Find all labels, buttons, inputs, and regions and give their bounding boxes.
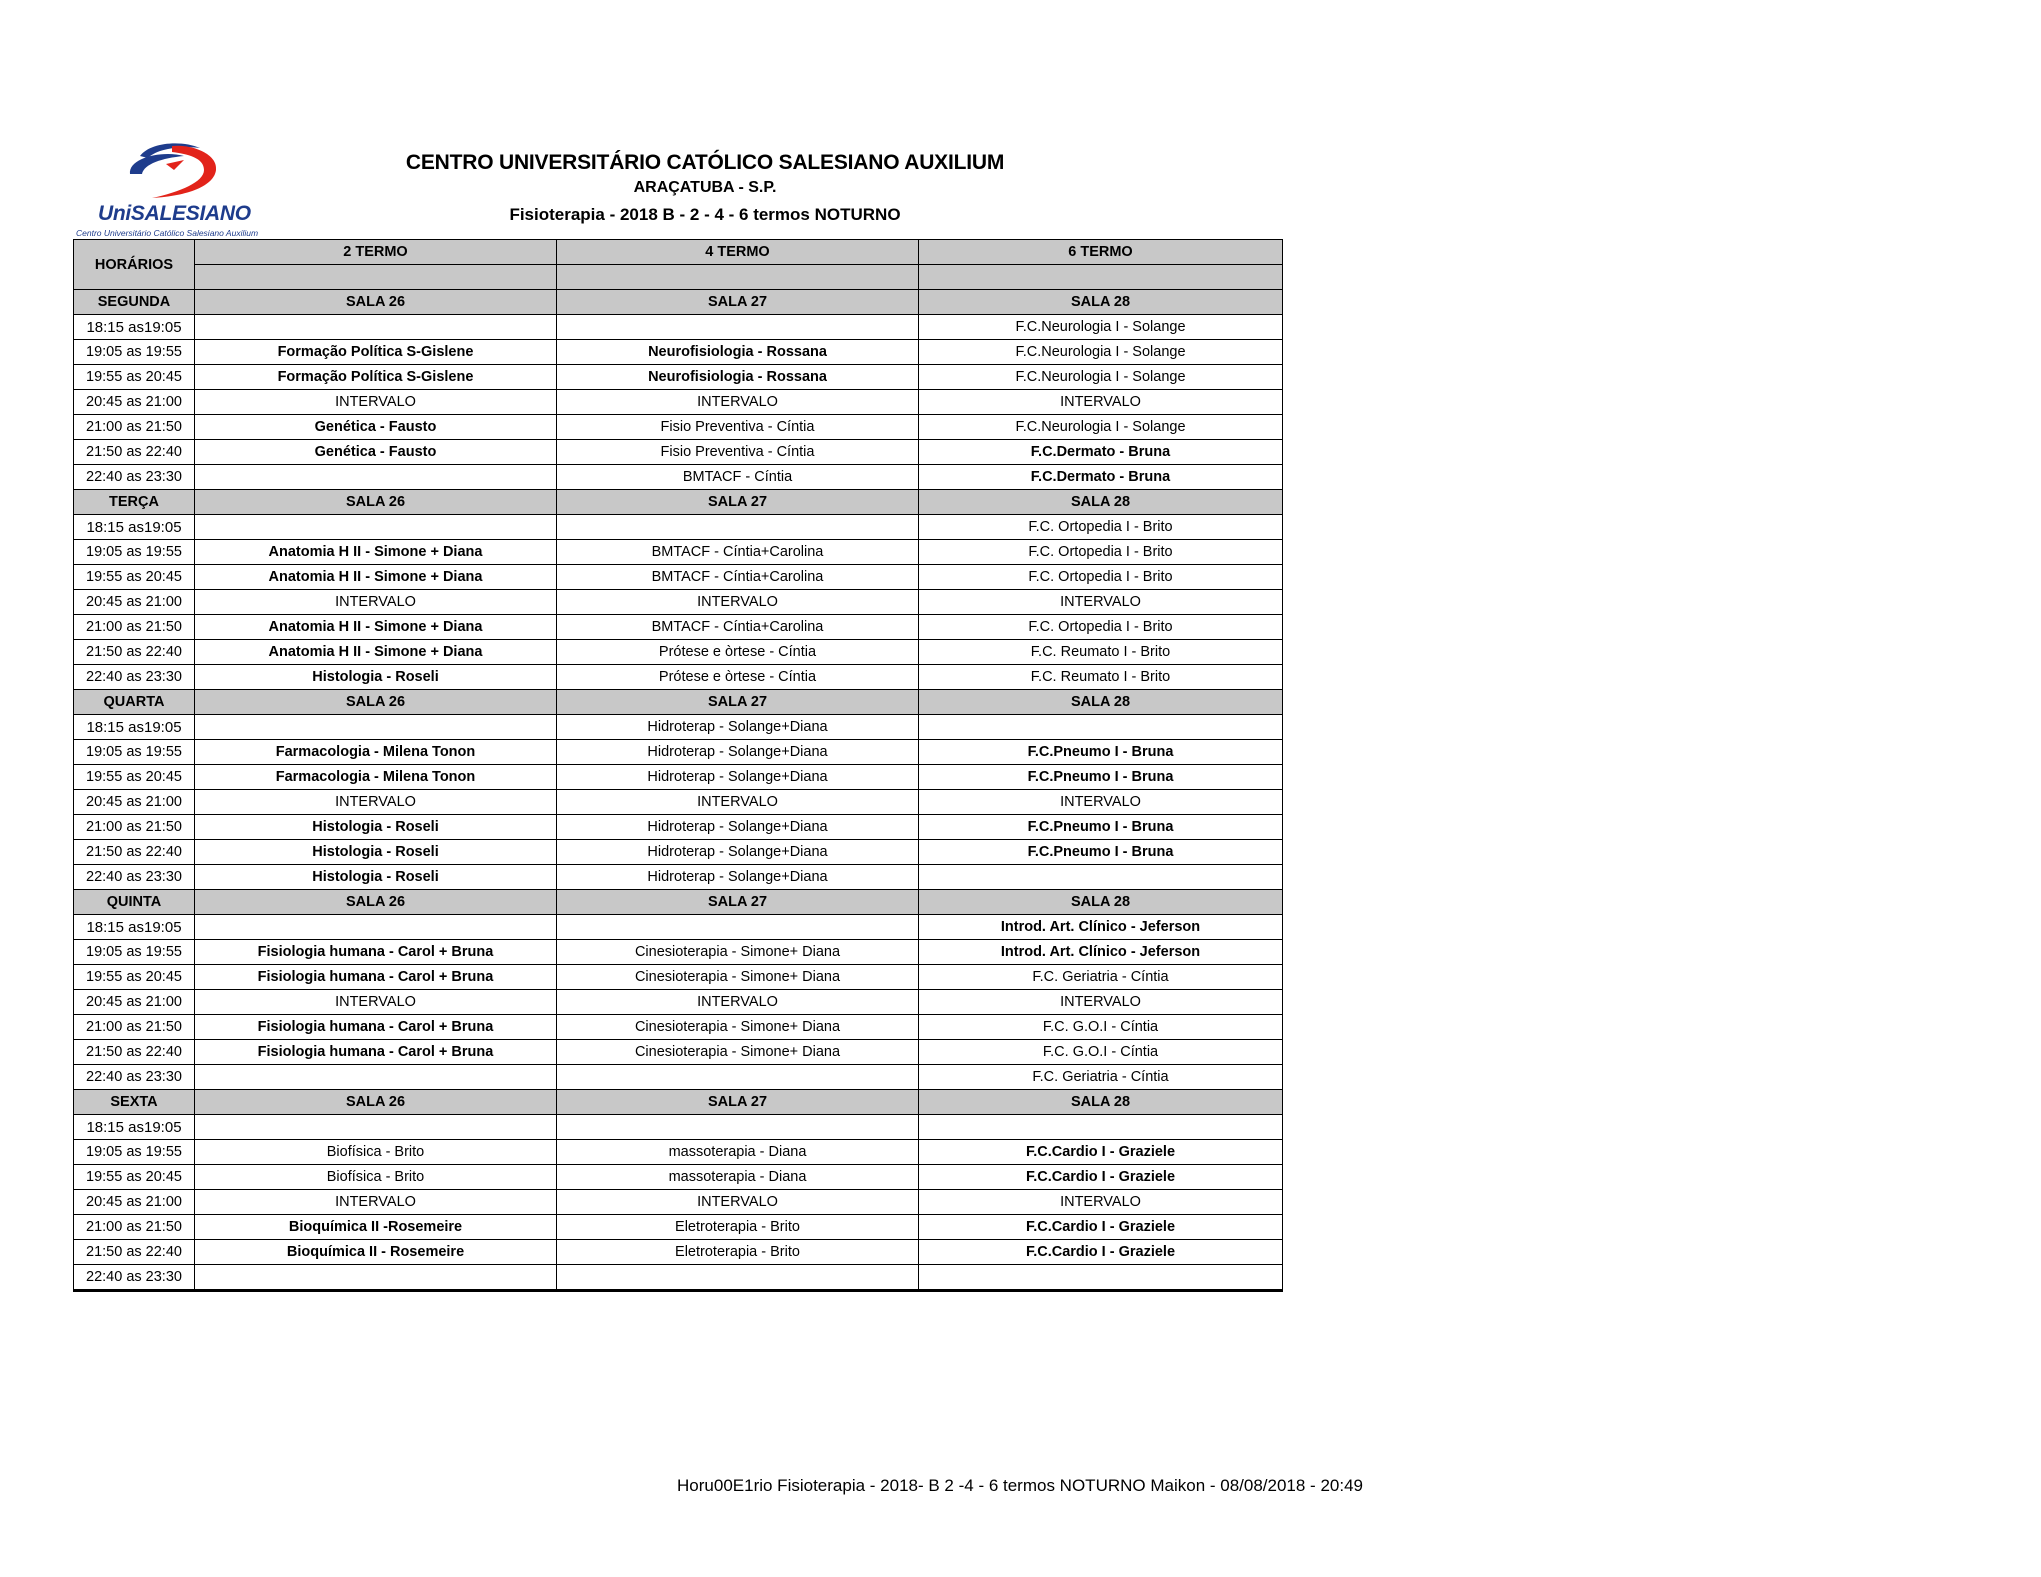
class-cell: F.C.Pneumo I - Bruna	[919, 765, 1283, 790]
interval-cell: INTERVALO	[557, 390, 919, 415]
class-cell: Biofísica - Brito	[195, 1165, 557, 1190]
room-label: SALA 28	[919, 690, 1283, 715]
class-cell: BMTACF - Cíntia+Carolina	[557, 615, 919, 640]
time-slot-row	[74, 840, 1283, 865]
time-slot: 18:15 as19:05	[74, 315, 195, 340]
term-subheader-row	[74, 265, 1283, 290]
class-cell	[195, 465, 557, 490]
course-line: Fisioterapia - 2018 B - 2 - 4 - 6 termos NOTURNO	[509, 205, 901, 224]
class-cell	[195, 1115, 557, 1140]
class-cell: F.C.Neurologia I - Solange	[919, 315, 1283, 340]
class-cell	[195, 715, 557, 740]
class-cell: Histologia - Roseli	[195, 815, 557, 840]
room-label: SALA 27	[557, 290, 919, 315]
class-cell: Cinesioterapia - Simone+ Diana	[557, 965, 919, 990]
time-slot: 18:15 as19:05	[74, 1115, 195, 1140]
class-cell	[557, 1115, 919, 1140]
time-slot: 21:00 as 21:50	[74, 815, 195, 840]
time-slot: 19:05 as 19:55	[74, 340, 195, 365]
time-slot: 20:45 as 21:00	[74, 790, 195, 815]
time-slot: 21:50 as 22:40	[74, 840, 195, 865]
class-cell	[195, 1065, 557, 1090]
room-label: SALA 26	[195, 290, 557, 315]
time-slot-row	[74, 765, 1283, 790]
day-header-row	[74, 690, 1283, 715]
class-cell: Anatomia H II - Simone + Diana	[195, 615, 557, 640]
class-cell	[557, 1065, 919, 1090]
class-cell: Hidroterap - Solange+Diana	[557, 740, 919, 765]
class-cell: Farmacologia - Milena Tonon	[195, 765, 557, 790]
class-cell: F.C.Cardio I - Graziele	[919, 1140, 1283, 1165]
class-cell: Hidroterap - Solange+Diana	[557, 715, 919, 740]
class-cell: Introd. Art. Clínico - Jeferson	[919, 915, 1283, 940]
day-name: SEGUNDA	[74, 290, 195, 315]
time-slot: 19:05 as 19:55	[74, 740, 195, 765]
interval-cell: INTERVALO	[557, 590, 919, 615]
time-slot: 21:00 as 21:50	[74, 1015, 195, 1040]
time-slot: 22:40 as 23:30	[74, 1065, 195, 1090]
interval-cell: INTERVALO	[557, 1190, 919, 1215]
class-cell: Eletroterapia - Brito	[557, 1240, 919, 1265]
time-slot: 21:00 as 21:50	[74, 415, 195, 440]
class-cell: Histologia - Roseli	[195, 865, 557, 890]
time-slot-row	[74, 615, 1283, 640]
day-name: SEXTA	[74, 1090, 195, 1115]
class-cell: Introd. Art. Clínico - Jeferson	[919, 940, 1283, 965]
time-slot: 21:50 as 22:40	[74, 440, 195, 465]
class-cell: Hidroterap - Solange+Diana	[557, 815, 919, 840]
time-slot-row	[74, 1265, 1283, 1291]
time-slot: 20:45 as 21:00	[74, 390, 195, 415]
class-cell: Cinesioterapia - Simone+ Diana	[557, 1015, 919, 1040]
class-cell	[557, 315, 919, 340]
time-slot-row	[74, 590, 1283, 615]
class-cell: Formação Política S-Gislene	[195, 340, 557, 365]
time-slot-row	[74, 665, 1283, 690]
time-slot: 22:40 as 23:30	[74, 665, 195, 690]
time-slot-row	[74, 1190, 1283, 1215]
class-cell: F.C.Pneumo I - Bruna	[919, 840, 1283, 865]
interval-cell: INTERVALO	[919, 390, 1283, 415]
time-slot: 21:50 as 22:40	[74, 1040, 195, 1065]
room-label: SALA 27	[557, 890, 919, 915]
class-cell: F.C.Dermato - Bruna	[919, 465, 1283, 490]
time-slot-row	[74, 915, 1283, 940]
class-cell	[919, 1265, 1283, 1291]
class-cell: Fisio Preventiva - Cíntia	[557, 440, 919, 465]
class-cell: F.C.Cardio I - Graziele	[919, 1165, 1283, 1190]
term-header-row	[74, 240, 1283, 265]
class-cell: Cinesioterapia - Simone+ Diana	[557, 1040, 919, 1065]
time-slot-row	[74, 565, 1283, 590]
time-slot: 19:55 as 20:45	[74, 565, 195, 590]
class-cell: massoterapia - Diana	[557, 1140, 919, 1165]
time-slot: 20:45 as 21:00	[74, 990, 195, 1015]
time-slot: 20:45 as 21:00	[74, 1190, 195, 1215]
class-cell: Eletroterapia - Brito	[557, 1215, 919, 1240]
class-cell	[919, 715, 1283, 740]
time-slot: 18:15 as19:05	[74, 515, 195, 540]
time-slot-row	[74, 1015, 1283, 1040]
time-slot-row	[74, 1165, 1283, 1190]
class-cell: massoterapia - Diana	[557, 1165, 919, 1190]
class-cell: Fisio Preventiva - Cíntia	[557, 415, 919, 440]
logo-mark-icon	[122, 140, 222, 202]
room-label: SALA 28	[919, 1090, 1283, 1115]
time-slot: 19:55 as 20:45	[74, 365, 195, 390]
day-name: TERÇA	[74, 490, 195, 515]
class-cell: Prótese e òrtese - Cíntia	[557, 640, 919, 665]
class-cell: Biofísica - Brito	[195, 1140, 557, 1165]
class-cell: Hidroterap - Solange+Diana	[557, 840, 919, 865]
time-slot-row	[74, 365, 1283, 390]
term-header: 4 TERMO	[557, 240, 919, 265]
time-slot-row	[74, 990, 1283, 1015]
room-label: SALA 28	[919, 290, 1283, 315]
class-cell: F.C.Cardio I - Graziele	[919, 1215, 1283, 1240]
time-slot-row	[74, 815, 1283, 840]
time-slot-row	[74, 540, 1283, 565]
class-cell: Anatomia H II - Simone + Diana	[195, 540, 557, 565]
interval-cell: INTERVALO	[195, 990, 557, 1015]
class-cell: Neurofisiologia - Rossana	[557, 365, 919, 390]
time-slot: 19:05 as 19:55	[74, 1140, 195, 1165]
time-slot-row	[74, 465, 1283, 490]
class-cell: Farmacologia - Milena Tonon	[195, 740, 557, 765]
time-slot-row	[74, 715, 1283, 740]
time-slot-row	[74, 1215, 1283, 1240]
time-slot-row	[74, 740, 1283, 765]
time-slot-row	[74, 965, 1283, 990]
time-slot-row	[74, 515, 1283, 540]
schedule-body	[74, 240, 1283, 1291]
time-slot-row	[74, 1240, 1283, 1265]
unisalesiano-logo	[74, 140, 274, 240]
interval-cell: INTERVALO	[919, 1190, 1283, 1215]
day-header-row	[74, 1090, 1283, 1115]
class-cell: F.C. G.O.I - Cíntia	[919, 1015, 1283, 1040]
time-slot-row	[74, 1140, 1283, 1165]
class-cell: F.C. Ortopedia I - Brito	[919, 565, 1283, 590]
class-cell: F.C. Ortopedia I - Brito	[919, 515, 1283, 540]
institution-title: CENTRO UNIVERSITÁRIO CATÓLICO SALESIANO AUXILIUM	[405, 151, 1005, 174]
room-label: SALA 28	[919, 890, 1283, 915]
class-cell: Genética - Fausto	[195, 415, 557, 440]
class-cell: BMTACF - Cíntia+Carolina	[557, 540, 919, 565]
time-slot: 22:40 as 23:30	[74, 465, 195, 490]
time-slot: 20:45 as 21:00	[74, 590, 195, 615]
time-slot: 18:15 as19:05	[74, 915, 195, 940]
class-cell: F.C. Geriatria - Cíntia	[919, 1065, 1283, 1090]
room-label: SALA 26	[195, 890, 557, 915]
time-slot-row	[74, 315, 1283, 340]
class-cell: F.C.Dermato - Bruna	[919, 440, 1283, 465]
class-cell: BMTACF - Cíntia+Carolina	[557, 565, 919, 590]
time-slot: 21:00 as 21:50	[74, 1215, 195, 1240]
schedule-table	[73, 239, 1283, 1292]
time-slot-row	[74, 340, 1283, 365]
term-subheader-cell	[557, 265, 919, 290]
logo-subtitle: Centro Universitário Católico Salesiano Auxilium	[76, 228, 259, 238]
class-cell: F.C. Reumato I - Brito	[919, 665, 1283, 690]
class-cell: F.C.Pneumo I - Bruna	[919, 740, 1283, 765]
horarios-header: HORÁRIOS	[74, 240, 195, 290]
class-cell	[195, 515, 557, 540]
time-slot: 19:55 as 20:45	[74, 965, 195, 990]
time-slot: 19:05 as 19:55	[74, 940, 195, 965]
time-slot-row	[74, 415, 1283, 440]
term-header: 2 TERMO	[195, 240, 557, 265]
interval-cell: INTERVALO	[195, 390, 557, 415]
class-cell: Bioquímica II -Rosemeire	[195, 1215, 557, 1240]
time-slot: 21:50 as 22:40	[74, 1240, 195, 1265]
time-slot-row	[74, 865, 1283, 890]
class-cell: Anatomia H II - Simone + Diana	[195, 565, 557, 590]
class-cell: F.C. Geriatria - Cíntia	[919, 965, 1283, 990]
class-cell: F.C.Neurologia I - Solange	[919, 340, 1283, 365]
class-cell: F.C.Cardio I - Graziele	[919, 1240, 1283, 1265]
room-label: SALA 26	[195, 1090, 557, 1115]
class-cell: Anatomia H II - Simone + Diana	[195, 640, 557, 665]
day-name: QUARTA	[74, 690, 195, 715]
time-slot: 21:00 as 21:50	[74, 615, 195, 640]
class-cell: Hidroterap - Solange+Diana	[557, 865, 919, 890]
interval-cell: INTERVALO	[557, 790, 919, 815]
class-cell: Histologia - Roseli	[195, 665, 557, 690]
class-cell: Hidroterap - Solange+Diana	[557, 765, 919, 790]
term-subheader-cell	[919, 265, 1283, 290]
room-label: SALA 28	[919, 490, 1283, 515]
interval-cell: INTERVALO	[919, 790, 1283, 815]
time-slot-row	[74, 440, 1283, 465]
day-header-row	[74, 490, 1283, 515]
class-cell: Fisiologia humana - Carol + Bruna	[195, 940, 557, 965]
time-slot: 19:55 as 20:45	[74, 1165, 195, 1190]
room-label: SALA 26	[195, 490, 557, 515]
room-label: SALA 27	[557, 1090, 919, 1115]
class-cell: F.C.Neurologia I - Solange	[919, 415, 1283, 440]
class-cell	[557, 515, 919, 540]
interval-cell: INTERVALO	[195, 1190, 557, 1215]
class-cell: Neurofisiologia - Rossana	[557, 340, 919, 365]
class-cell	[195, 315, 557, 340]
interval-cell: INTERVALO	[195, 590, 557, 615]
class-cell: F.C.Pneumo I - Bruna	[919, 815, 1283, 840]
room-label: SALA 26	[195, 690, 557, 715]
time-slot: 18:15 as19:05	[74, 715, 195, 740]
class-cell	[919, 865, 1283, 890]
page-footer: Horu00E1rio Fisioterapia - 2018- B 2 -4 - 6 termos NOTURNO Maikon - 08/08/2018 - 20:49	[677, 1476, 1363, 1495]
class-cell: F.C. Reumato I - Brito	[919, 640, 1283, 665]
interval-cell: INTERVALO	[919, 590, 1283, 615]
time-slot-row	[74, 1065, 1283, 1090]
interval-cell: INTERVALO	[195, 790, 557, 815]
class-cell: F.C. Ortopedia I - Brito	[919, 540, 1283, 565]
class-cell: BMTACF - Cíntia	[557, 465, 919, 490]
class-cell: Genética - Fausto	[195, 440, 557, 465]
time-slot-row	[74, 640, 1283, 665]
class-cell	[195, 915, 557, 940]
day-name: QUINTA	[74, 890, 195, 915]
class-cell	[557, 1265, 919, 1291]
class-cell: Fisiologia humana - Carol + Bruna	[195, 965, 557, 990]
class-cell	[195, 1265, 557, 1291]
time-slot-row	[74, 790, 1283, 815]
time-slot: 19:05 as 19:55	[74, 540, 195, 565]
city-line: ARAÇATUBA - S.P.	[633, 179, 777, 196]
class-cell: Fisiologia humana - Carol + Bruna	[195, 1040, 557, 1065]
class-cell: Prótese e òrtese - Cíntia	[557, 665, 919, 690]
interval-cell: INTERVALO	[919, 990, 1283, 1015]
class-cell: Formação Política S-Gislene	[195, 365, 557, 390]
class-cell: F.C. Ortopedia I - Brito	[919, 615, 1283, 640]
logo-wordmark: UniSALESIANO	[98, 202, 251, 225]
time-slot-row	[74, 1115, 1283, 1140]
time-slot: 22:40 as 23:30	[74, 865, 195, 890]
time-slot-row	[74, 940, 1283, 965]
time-slot: 21:50 as 22:40	[74, 640, 195, 665]
class-cell: Cinesioterapia - Simone+ Diana	[557, 940, 919, 965]
room-label: SALA 27	[557, 490, 919, 515]
term-subheader-cell	[195, 265, 557, 290]
class-cell: Bioquímica II - Rosemeire	[195, 1240, 557, 1265]
class-cell: Fisiologia humana - Carol + Bruna	[195, 1015, 557, 1040]
room-label: SALA 27	[557, 690, 919, 715]
interval-cell: INTERVALO	[557, 990, 919, 1015]
time-slot: 22:40 as 23:30	[74, 1265, 195, 1291]
time-slot: 19:55 as 20:45	[74, 765, 195, 790]
class-cell	[557, 915, 919, 940]
day-header-row	[74, 290, 1283, 315]
class-cell: Histologia - Roseli	[195, 840, 557, 865]
class-cell	[919, 1115, 1283, 1140]
term-header: 6 TERMO	[919, 240, 1283, 265]
time-slot-row	[74, 1040, 1283, 1065]
class-cell: F.C.Neurologia I - Solange	[919, 365, 1283, 390]
time-slot-row	[74, 390, 1283, 415]
day-header-row	[74, 890, 1283, 915]
class-cell: F.C. G.O.I - Cíntia	[919, 1040, 1283, 1065]
